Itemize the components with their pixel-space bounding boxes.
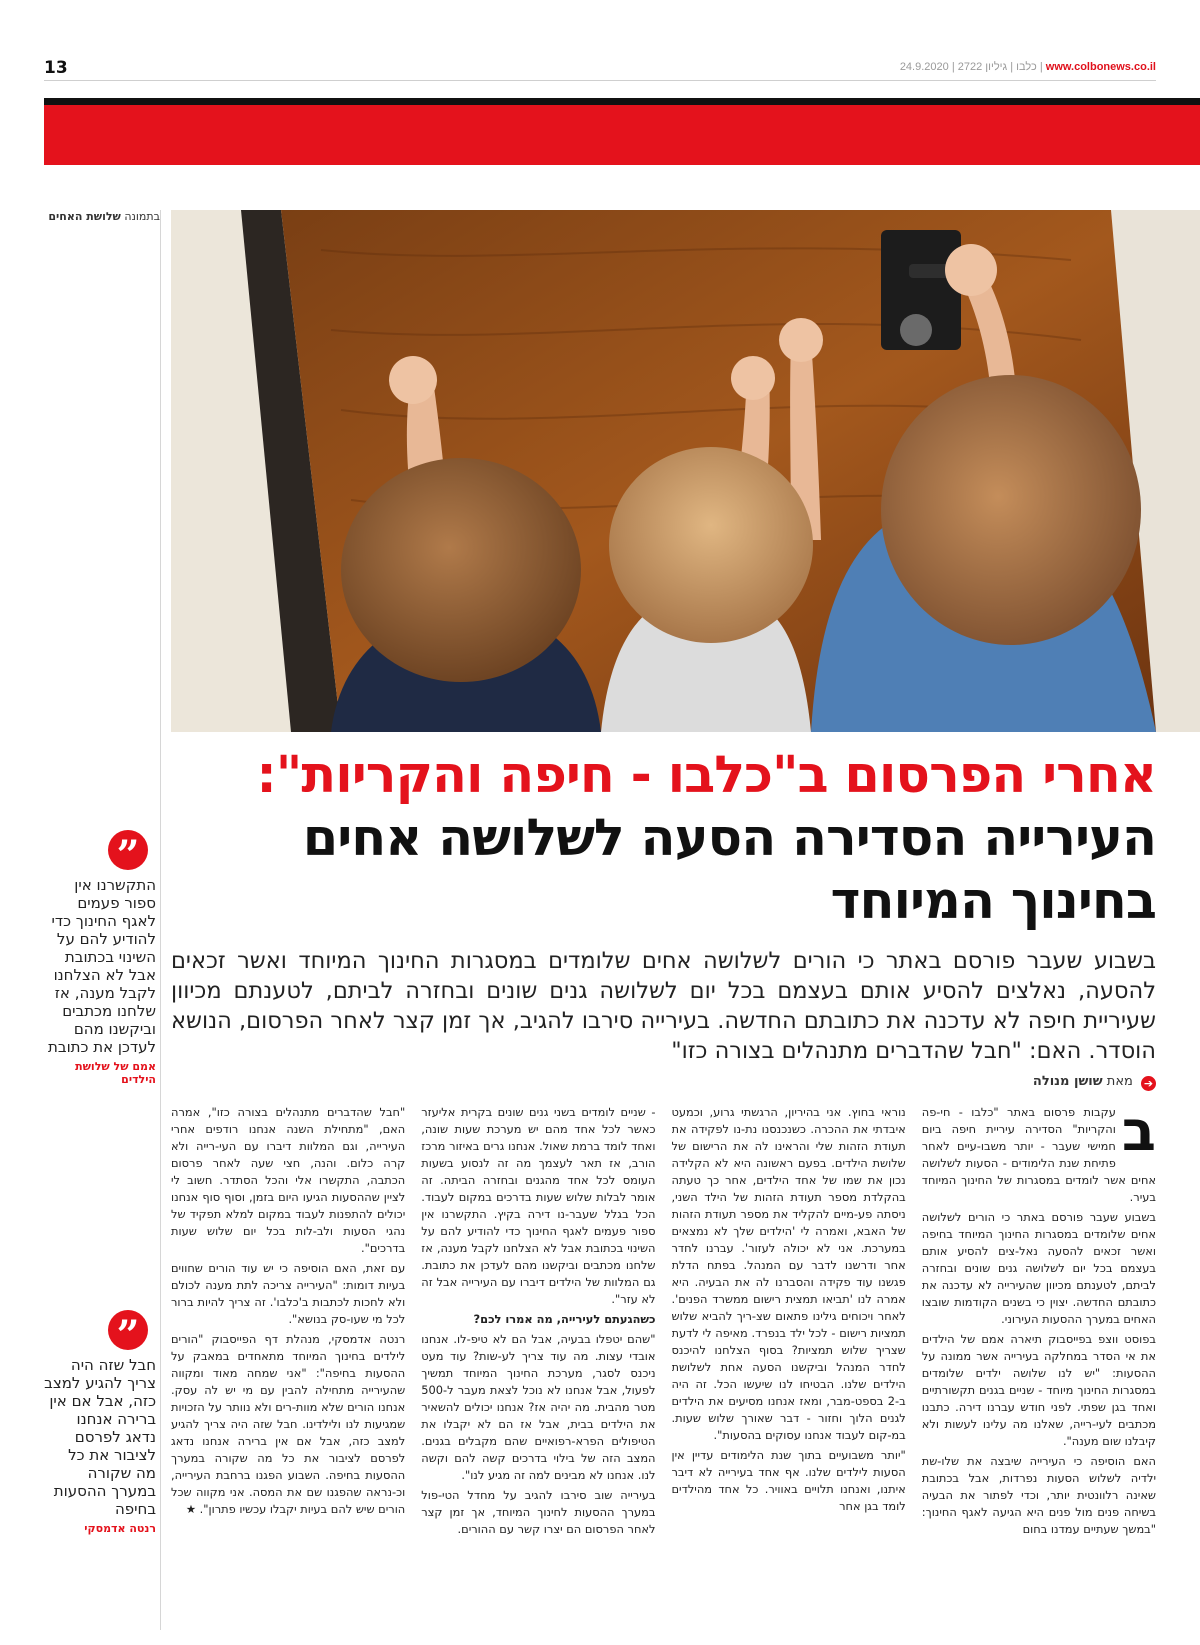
page-number: 13 [44, 58, 68, 78]
byline-author: שושן מנולה [1032, 1074, 1103, 1089]
body-column-4 [171, 1104, 405, 1624]
drop-cap: ב [1121, 1104, 1156, 1164]
section-band-black [44, 98, 1200, 105]
issue-date: 24.9.2020 [899, 61, 949, 73]
body-paragraph: - שניים לומדים בשני גנים שונים בקרית אליעזר כאשר לכל אחד מהם יש מערכת שעות שונה, ואחד לומד ברמת שאול. אנחנו גרים באיזור מרכז הורב, אז תאר לעצמך מה זה לנסוע בשעות העומס לכל אחד מהגנים ובחזרה הביתה. זה אומר לבלות שלוש שעות בדרכים במקום לעבוד. הכל בגלל שעבר-נו דירה בקיץ. התקשרנו אין ספור פעמים לאגף החינוך כדי להודיע להם על השינוי בכתובת אבל לא הצלחנו לקבל מענה, אז שלחנו מכתבים וביקשנו מהם לעדכן את כתובת. גם המלוות של הילדים דיברו עם העירייה אבל זה לא עזר". [421, 1105, 656, 1306]
separator: | [1010, 61, 1014, 73]
separator: | [1039, 61, 1043, 73]
body-paragraph: נוראי בחוץ. אני בהיריון, הרגשתי גרוע, וכמעט איבדתי את ההכרה. כשנכנסנו נת-נו לפקידה את תעודת הזהות שלי והראינו לה את הרישום של שלושת הילדים. בפעם ראשונה היא לא הקלידה נכון את שמו של אחד הילדים, אחר כך טעתה בהקלדת מספר תעודת הזהות של הילד השני, ניסתה פע-מיים להקליד את מספר תעודת הזהות של האבא, ואמרה לי 'הילדים שלך לא נמצאים במערכת. אני לא יכולה לעזור'. עברנו לחדר אחר ודרשנו לדבר עם המנהל. בפתח הדלת פגשנו עוד פקידה והסברנו לה את הבעיה. היא אמרה לנו 'תביאו תמצית רישום ממשרד הפנים'. לאחר ויכוחים גילינו פתאום שצ-ריך להביא שלוש תמציות רישום - לכל ילד בנפרד. מאיפה לי לדעת שצריך שלוש תמציות? בסוף הצלחנו להיכנס לחדר המנהל וביקשנו הסעה אחת לשלושת הילדים שלנו. הבטיחו לנו שיעשו הכל. זה היה ב-2 בספט-מבר, ומאז אנחנו מסיעים את הילדים לגנים הלוך וחזור - דבר שאורך שלוש שעות. במ-קום לעבוד אנחנו עסוקים בהסעות". [671, 1105, 906, 1442]
byline-prefix: מאת [1106, 1074, 1133, 1089]
pull-quote-attribution: אמם של שלושת הילדים [75, 1060, 156, 1086]
body-paragraph: "חבל שהדברים מתנהלים בצורה כזו", אמרה האם, "מתחילת השנה אנחנו רודפים אחרי העירייה, וגם המלוות דיברו עם העי-רייה ולא קרה כלום. והנה, חצי שעה לאחר פרסום הכתבה, התקשרו אלי והכל הסתדר. חשוב לי לציין שההסעות הגיעו היום בזמן, וסוף סוף אנחנו יכולים להתפנות לעבוד במקום למלא תפקיד של נהגי הסעות ולב-לות בכל יום שלוש שעות בדרכים". [171, 1105, 406, 1255]
quote-icon: ” [108, 830, 148, 870]
website-link[interactable]: www.colbonews.co.il [1045, 61, 1156, 73]
publication-name: כלבו [1016, 61, 1037, 73]
photo-illustration [171, 210, 1200, 732]
caption-text: שלושת האחים [48, 210, 121, 223]
pull-quote-1 [44, 830, 156, 1086]
body-paragraph: בעירייה שוב סירבו להגיב על מחדל הטי-פול במערך ההסעות לחינוך המיוחד, אך זמן קצר לאחר הפרסום הם יצרו קשר עם ההורים. [421, 1488, 656, 1536]
headline-red: אחרי הפרסום ב"כלבו - חיפה והקריות": [256, 746, 1156, 805]
byline [1033, 1074, 1156, 1091]
byline-arrow-icon: ➔ [1141, 1076, 1156, 1091]
body-paragraph: בשבוע שעבר פורסם באתר כי הורים לשלושה אחים שלומדים במסגרות החינוך המיוחד בחיפה ואשר זכאים להסעה נאל-צים להסיע אותם בעצמם בכל יום לשלושה גנים שונים ובחזרה לביתם, לטענתם מכיוון שהעירייה לא עדכנה את כתובתם החדשה. יצוין כי בשנים הקודמות שובצו האחים במערך ההסעות העירוני. [921, 1210, 1156, 1326]
article-deck: בשבוע שעבר פורסם באתר כי הורים לשלושה אחים שלומדים במסגרות החינוך המיוחד ואשר זכאים להסעה, נאלצים להסיע אותם בעצמם בכל יום לשלושה גנים שונים ובחזרה לביתם, לטענתם מכיוון שעיריית חיפה לא עדכנה את כתובתם החדשה. בעירייה סירבו להגיב, אך זמן קצר לאחר הפרסום, הנושא הוסדר. האם: "חבל שהדברים מתנהלים בצורה כזו" [171, 948, 1156, 1064]
body-column-1 [922, 1104, 1156, 1624]
body-paragraph: בפוסט ווצפ בפייסבוק תיארה אמם של הילדים את אי הסדר במחלקה בעירייה אשר ממונה על ההסעות: "יש לנו שלושה ילדים שלומדים במסגרות החינוך מיוחד - שניים בגנים תקשורתיים ואחד בגן שפתי. לפני חודש עברנו דירה. כתבנו מכתבים לעי-רייה, שאלנו מה עלינו לעשות ולא קיבלנו שום מענה". [921, 1332, 1156, 1448]
pull-quote-text: התקשרנו אין ספור פעמים לאגף החינוך כדי להודיע להם על השינוי בכתובת אבל לא הצלחנו לקבל מענה, אז שלחנו מכתבים וביקשנו מהם לעדכן את כתובת [48, 876, 156, 1056]
quote-icon: ” [108, 1310, 148, 1350]
issue-number: גיליון 2722 [957, 61, 1008, 73]
article-body [171, 1104, 1156, 1624]
caption-label: בתמונה [124, 210, 160, 223]
running-header [900, 61, 1156, 73]
body-paragraph: האם הוסיפה כי העירייה שיבצה את שלו-שת ילדיה לשלוש הסעות נפרדות, אבל בכתובת שאינה רלוונטית יותר, וכדי לפתור את הבעיה בשיחה פנים מול פנים היא הגיעה לאגף החינוך: "במשך שעתיים עמדנו בחום [921, 1454, 1156, 1536]
body-paragraph: רנטה אדמסקי, מנהלת דף הפייסבוק "הורים לילדים בחינוך המיוחד מתאחדים במאבק על ההסעות בחיפה": "אני שמחה מאוד ומקווה שהעירייה מתחילה להבין עם מי יש לה עסק. אנחנו הורים שלא מוות-רים ולא נוותר על הזכויות שמגיעות לנו ולילדינו. חבל שזה היה צריך להגיע למצב כזה, אבל אם אין ברירה אנחנו נדאג לפרסם לציבור את כל מה שקורה במערך ההסעות בחיפה. השבוע הפגנו ברחבת העירייה, וכ-נראה שהפגנו שם את המסה. אני מקווה שכל הורים שיש להם בעיות יקבלו עכשיו פתרון". ★ [171, 1332, 406, 1516]
photo-caption [44, 210, 160, 224]
body-subhead: כשהגעתם לעירייה, מה אמרו לכם? [473, 1312, 656, 1326]
body-paragraph: "יותר משבועיים בתוך שנת הלימודים עדיין אין הסעות לילדים שלנו. אף אחד בעירייה לא דיבר איתנו, ואנחנו תלויים באוויר. כל אחד מהילדים לומד בגן אחר [671, 1448, 906, 1513]
main-photo [171, 210, 1200, 732]
column-divider [160, 210, 161, 1630]
section-band-red [44, 105, 1200, 165]
header-rule [44, 80, 1156, 81]
separator: | [951, 61, 955, 73]
headline-black: העירייה הסדירה הסעה לשלושה אחים בחינוך המיוחד [302, 809, 1156, 931]
body-paragraph: "שהם יטפלו בבעיה, אבל הם לא טיפ-לו. אנחנו אובדי עצות. מה עוד צריך לע-שות? עוד מעט ניכנס לסגר, מערכת החינוך המיוחד תמשיך לפעול, אבל אנחנו לא נוכל לצאת מעבר ל-500 מטר מהבית. מה יהיה אז? אנחנו יכולים להשאיר את הילדים בבית, אבל אז הם לא יקבלו את הטיפולים הפרא-רפואיים שהם מקבלים בגנים. המצב הזה של בילוי בדרכים קשה להם וקשה לנו. אנחנו לא מבינים למה זה מגיע לנו". [421, 1332, 656, 1482]
pull-quote-text: חבל שזה היה צריך להגיע למצב כזה, אבל אם אין ברירה אנחנו נדאג לפרסם לציבור את כל מה שקורה במערך ההסעות בחיפה [44, 1356, 156, 1518]
headline [171, 744, 1156, 933]
body-column-3 [421, 1104, 655, 1624]
body-paragraph: עם זאת, האם הוסיפה כי יש עוד הורים שחווים בעיות דומות: "העירייה צריכה לתת מענה לכולם ולא לחכות לכתבות ב'כלבו'. זה צריך להיות ברור לכל מי שעו-סק בנושא". [171, 1261, 406, 1326]
pull-quote-2 [44, 1310, 156, 1535]
body-column-2 [672, 1104, 906, 1624]
body-paragraph: עקבות פרסום באתר "כלבו - חי-פה והקריות" הסדירה עיריית חיפה ביום חמישי שעבר - יותר משבו-עיים לאחר פתיחת שנת הלימודים - הסעות לשלושה אחים אשר לומדים במסגרות של החינוך המיוחד בעיר. [921, 1105, 1156, 1204]
pull-quote-attribution: רנטה אדמסקי [84, 1522, 156, 1535]
